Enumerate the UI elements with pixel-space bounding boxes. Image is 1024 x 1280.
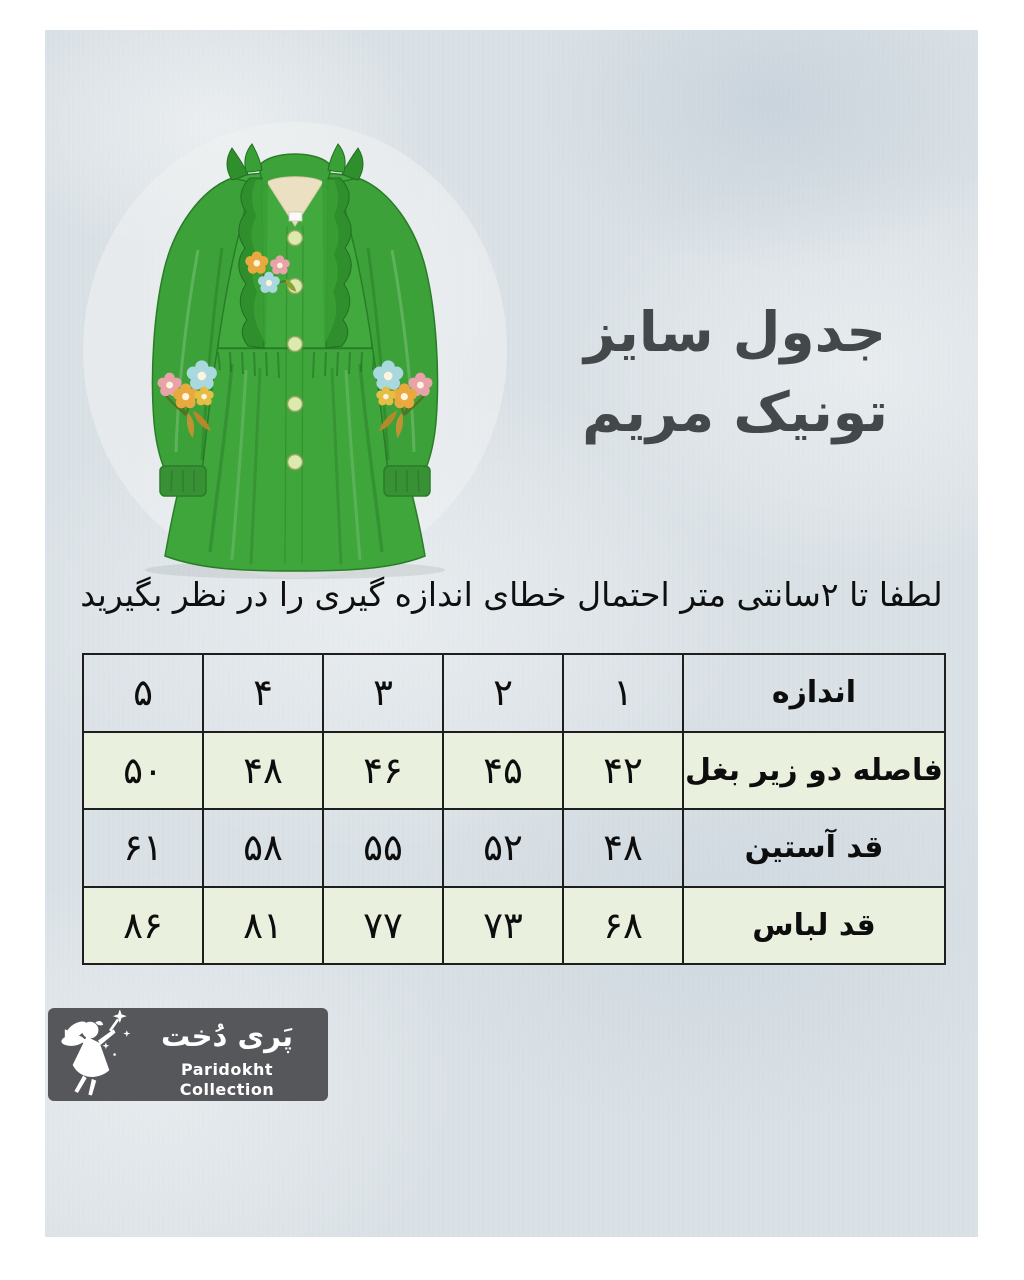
cell: ۷۳ [443,887,563,965]
measurement-note: لطفا تا ۲سانتی متر احتمال خطای اندازه گیری را در نظر بگیرید [80,575,943,614]
cell: ۵۸ [203,809,323,887]
table-row-length [83,887,945,965]
logo-texts [132,1012,322,1100]
watercolor-panel [45,30,978,1237]
dress-illustration [152,144,437,571]
brand-name-farsi: پَری دُخت [160,1019,294,1053]
cell: ۵۲ [443,809,563,887]
size-col-1: ۱ [563,654,683,732]
cell: ۴۲ [563,732,683,810]
table-row-armpit [83,732,945,810]
cell: ۴۸ [203,732,323,810]
row-label: قد لباس [683,887,945,965]
header-size-label: اندازه [683,654,945,732]
cell: ۶۱ [83,809,203,887]
brand-logo [48,1008,328,1101]
title-line-1: جدول سایز [583,300,887,364]
size-col-3: ۳ [323,654,443,732]
table-row-sleeve [83,809,945,887]
page-title [545,292,925,452]
title-line-2: تونیک مریم [582,380,888,444]
cell: ۵۰ [83,732,203,810]
cell: ۵۵ [323,809,443,887]
table-header-row [83,654,945,732]
cell: ۴۶ [323,732,443,810]
cell: ۸۶ [83,887,203,965]
size-col-2: ۲ [443,654,563,732]
cell: ۶۸ [563,887,683,965]
row-label: قد آستین [683,809,945,887]
size-col-4: ۴ [203,654,323,732]
cell: ۷۷ [323,887,443,965]
cell: ۴۸ [563,809,683,887]
size-table [82,653,946,965]
cell: ۸۱ [203,887,323,965]
row-label: فاصله دو زیر بغل [683,732,945,810]
cell: ۴۵ [443,732,563,810]
size-col-5: ۵ [83,654,203,732]
brand-name-english: Paridokht Collection [179,1060,275,1099]
product-photo [80,120,510,580]
